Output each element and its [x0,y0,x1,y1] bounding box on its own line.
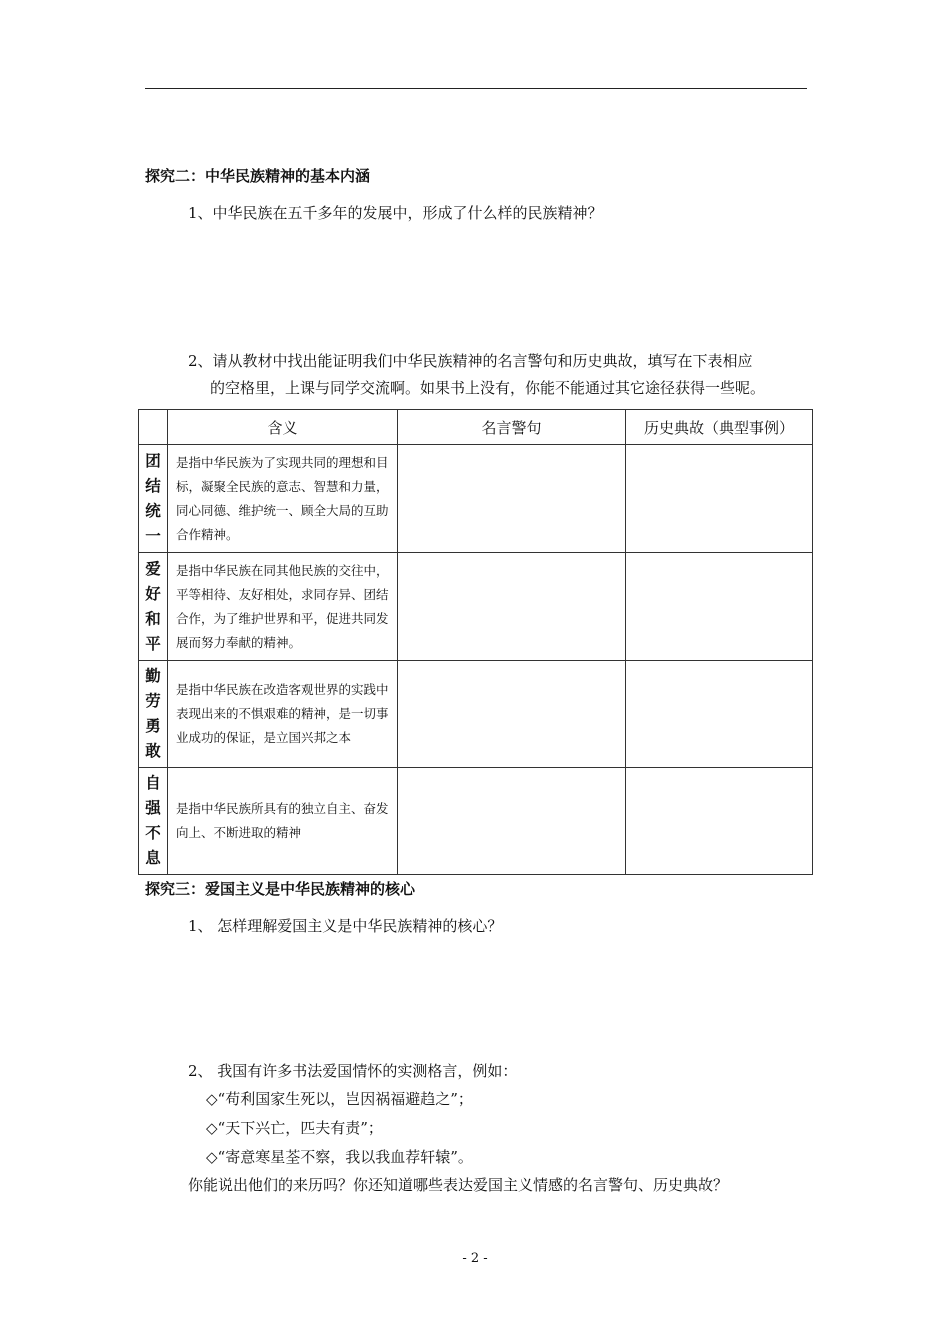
header-rule [145,88,807,89]
header-history-stories: 历史典故（典型事例） [626,410,813,445]
spirit-meaning: 是指中华民族所具有的独立自主、奋发向上、不断进取的精神 [168,768,398,875]
section2-heading: 探究二：中华民族精神的基本内涵 [145,167,371,185]
spirit-name-peace: 爱 好 和 平 [139,553,168,661]
quote-item: ◇“寄意寒星荃不察，我以我血荐轩辕”。 [206,1148,473,1166]
table-header-row [139,410,813,445]
spirit-meaning: 是指中华民族在改造客观世界的实践中表现出来的不惧艰难的精神，是一切事业成功的保证，是立国兴邦之本 [168,661,398,768]
table-row [139,661,813,768]
story-answer-cell[interactable] [626,768,813,875]
page-number: - 2 - [462,1251,488,1266]
quote-answer-cell[interactable] [398,661,626,768]
section2-question-1: 1、中华民族在五千多年的发展中，形成了什么样的民族精神？ [188,204,603,222]
spirit-name-unity: 团 结 统 一 [139,445,168,553]
national-spirit-table [138,409,813,875]
table-row [139,553,813,661]
section2-question-2-line1: 2、请从教材中找出能证明我们中华民族精神的名言警句和历史典故，填写在下表相应 [188,352,753,370]
story-answer-cell[interactable] [626,553,813,661]
section3-closing-question: 你能说出他们的来历吗？你还知道哪些表达爱国主义情感的名言警句、历史典故？ [188,1176,729,1194]
quote-item: ◇“苟利国家生死以，岂因祸福避趋之”； [206,1090,473,1108]
spirit-meaning: 是指中华民族在同其他民族的交往中，平等相待、友好相处，求同存异、团结合作，为了维护世界和平，促进共同发展而努力奉献的精神。 [168,553,398,661]
section3-question-2: 2、 我国有许多书法爱国情怀的实测格言，例如： [188,1062,518,1080]
story-answer-cell[interactable] [626,661,813,768]
story-answer-cell[interactable] [626,445,813,553]
header-empty [139,410,168,445]
section3-question-1: 1、 怎样理解爱国主义是中华民族精神的核心？ [188,917,503,935]
quote-answer-cell[interactable] [398,445,626,553]
table-row [139,445,813,553]
quote-answer-cell[interactable] [398,768,626,875]
section3-heading: 探究三：爱国主义是中华民族精神的核心 [145,880,416,898]
header-meaning: 含义 [168,410,398,445]
quote-answer-cell[interactable] [398,553,626,661]
spirit-name-diligence: 勤 劳 勇 敢 [139,661,168,768]
section2-question-2-line2: 的空格里，上课与同学交流啊。如果书上没有，你能不能通过其它途径获得一些呢。 [210,379,766,397]
header-quotes: 名言警句 [398,410,626,445]
quote-item: ◇“天下兴亡，匹夫有责”； [206,1119,383,1137]
table-row [139,768,813,875]
spirit-meaning: 是指中华民族为了实现共同的理想和目标，凝聚全民族的意志、智慧和力量，同心同德、维护统一、顾全大局的互助合作精神。 [168,445,398,553]
spirit-name-self-improvement: 自 强 不 息 [139,768,168,875]
